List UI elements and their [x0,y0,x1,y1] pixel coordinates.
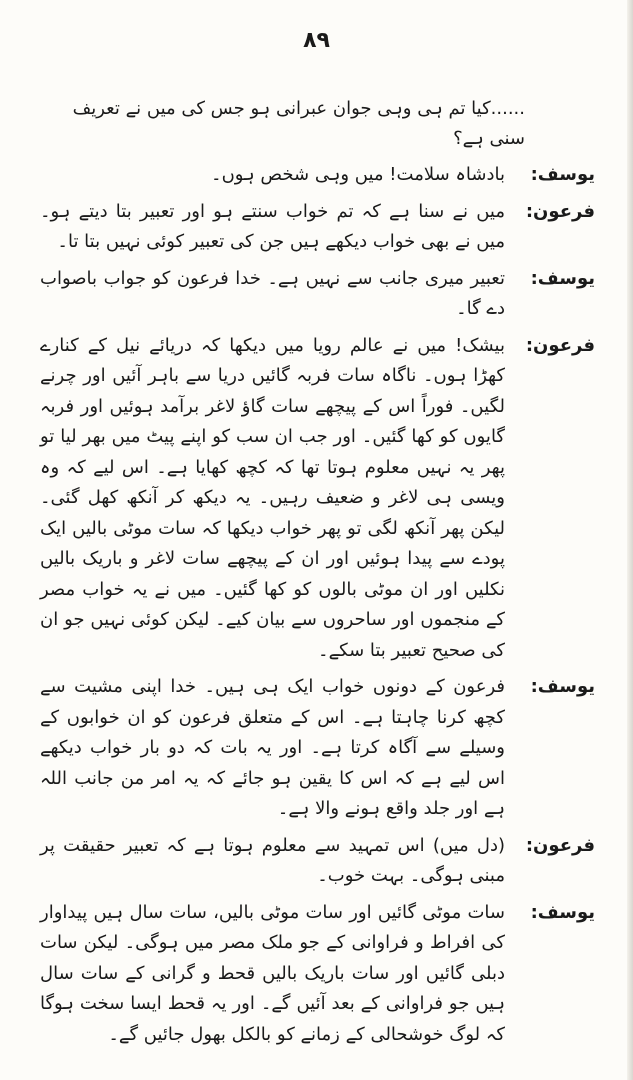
dialogue-entry [40,160,595,191]
speaker-label: فرعون: [525,200,595,222]
dialogue-entry [40,331,595,667]
speech-text: میں نے سنا ہے کہ تم خواب سنتے ہو اور تعبیر بتا دیتے ہو۔ میں نے بھی خواب دیکھے ہیں جن کی تعبیر کوئی نہیں بتا تا۔ [40,200,505,252]
speech-text: بادشاہ سلامت! میں وہی شخص ہوں۔ [211,164,505,185]
speaker-label: یوسف: [530,267,595,289]
dialogue-entry [40,831,595,892]
page-number: ۸۹ [303,28,330,53]
dialogue-entry [40,672,595,825]
dialogue-entry [40,197,595,258]
speech-text: سات موٹی گائیں اور سات موٹی بالیں، سات سال ہیں پیداوار کی افراط و فراوانی کے جو ملک مصر میں ہوگی۔ لیکن سات دبلی گائیں اور سات باریک بالیں قحط و گرانی کے سات سال ہیں جو فراوانی کے بعد آئیں گے۔ اور یہ قحط ایسا سخت ہوگا کہ لوگ خوشحالی کے زمانے کو بالکل بھول جائیں گے۔ [40,901,505,1045]
dialogue-entry [40,264,595,325]
speaker-label: یوسف: [530,901,595,923]
speaker-label: یوسف: [530,676,595,697]
speech-text: بیشک! میں نے عالم رویا میں دیکھا کہ دریائے نیل کے کنارے کھڑا ہوں۔ ناگاہ سات فربہ گائیں دریا سے باہر آئیں اور چرنے لگیں۔ فوراً اس کے پیچھے سات گاؤ لاغر برآمد ہوئیں اور فربہ گایوں کو کھا گئیں۔ اور جب ان سب کو اپنے پیٹ میں بھر لیا تو پھر یہ نہیں معلوم ہوتا تھا کہ کچھ کھایا ہے۔ اس لیے کہ وہ ویسی ہی لاغر و ضعیف رہیں۔ یہ دیکھ کر آنکھ کھل گئی۔ لیکن پھر آنکھ لگی تو پھر خواب دیکھا کہ سات موٹی بالیں ایک پودے سے پیدا ہوئیں اور ان کے پیچھے سات لاغر و باریک بالیں نکلیں اور ان موٹی بالوں کو کھا گئیں۔ میں نے یہ خواب مصر کے منجموں اور ساحروں سے بیان کیے۔ لیکن کوئی نہیں جو ان کی صحیح تعبیر بتا سکے۔ [40,334,505,661]
speaker-label: فرعون: [525,334,595,356]
speech-text: فرعون کے دونوں خواب ایک ہی ہیں۔ خدا اپنی مشیت سے کچھ کرنا چاہتا ہے۔ اس کے متعلق فرعون کو ان خوابوں کے وسیلے سے آگاہ کرتا ہے۔ اور یہ بات کہ دو بار خواب دیکھے اس لیے ہے کہ اس کا یقین ہو جائے کہ یہ امر من جانب اللہ ہے اور جلد واقع ہونے والا ہے۔ [40,676,505,819]
dialogue-entry [40,898,595,1051]
speaker-label: یوسف: [530,164,595,185]
speaker-label: فرعون: [525,834,595,856]
page-content [40,76,595,1056]
speech-text: تعبیر میری جانب سے نہیں ہے۔ خدا فرعون کو جواب باصواب دے گا۔ [40,267,505,319]
intro-line: ......کیا تم ہی وہی جوان عبرانی ہو جس کی میں نے تعریف سنی ہے؟ [72,98,525,149]
speech-text: (دل میں) اس تمہید سے معلوم ہوتا ہے کہ تعبیر حقیقت پر مبنی ہوگی۔ بہت خوب۔ [40,834,505,886]
page-edge [627,0,633,1080]
